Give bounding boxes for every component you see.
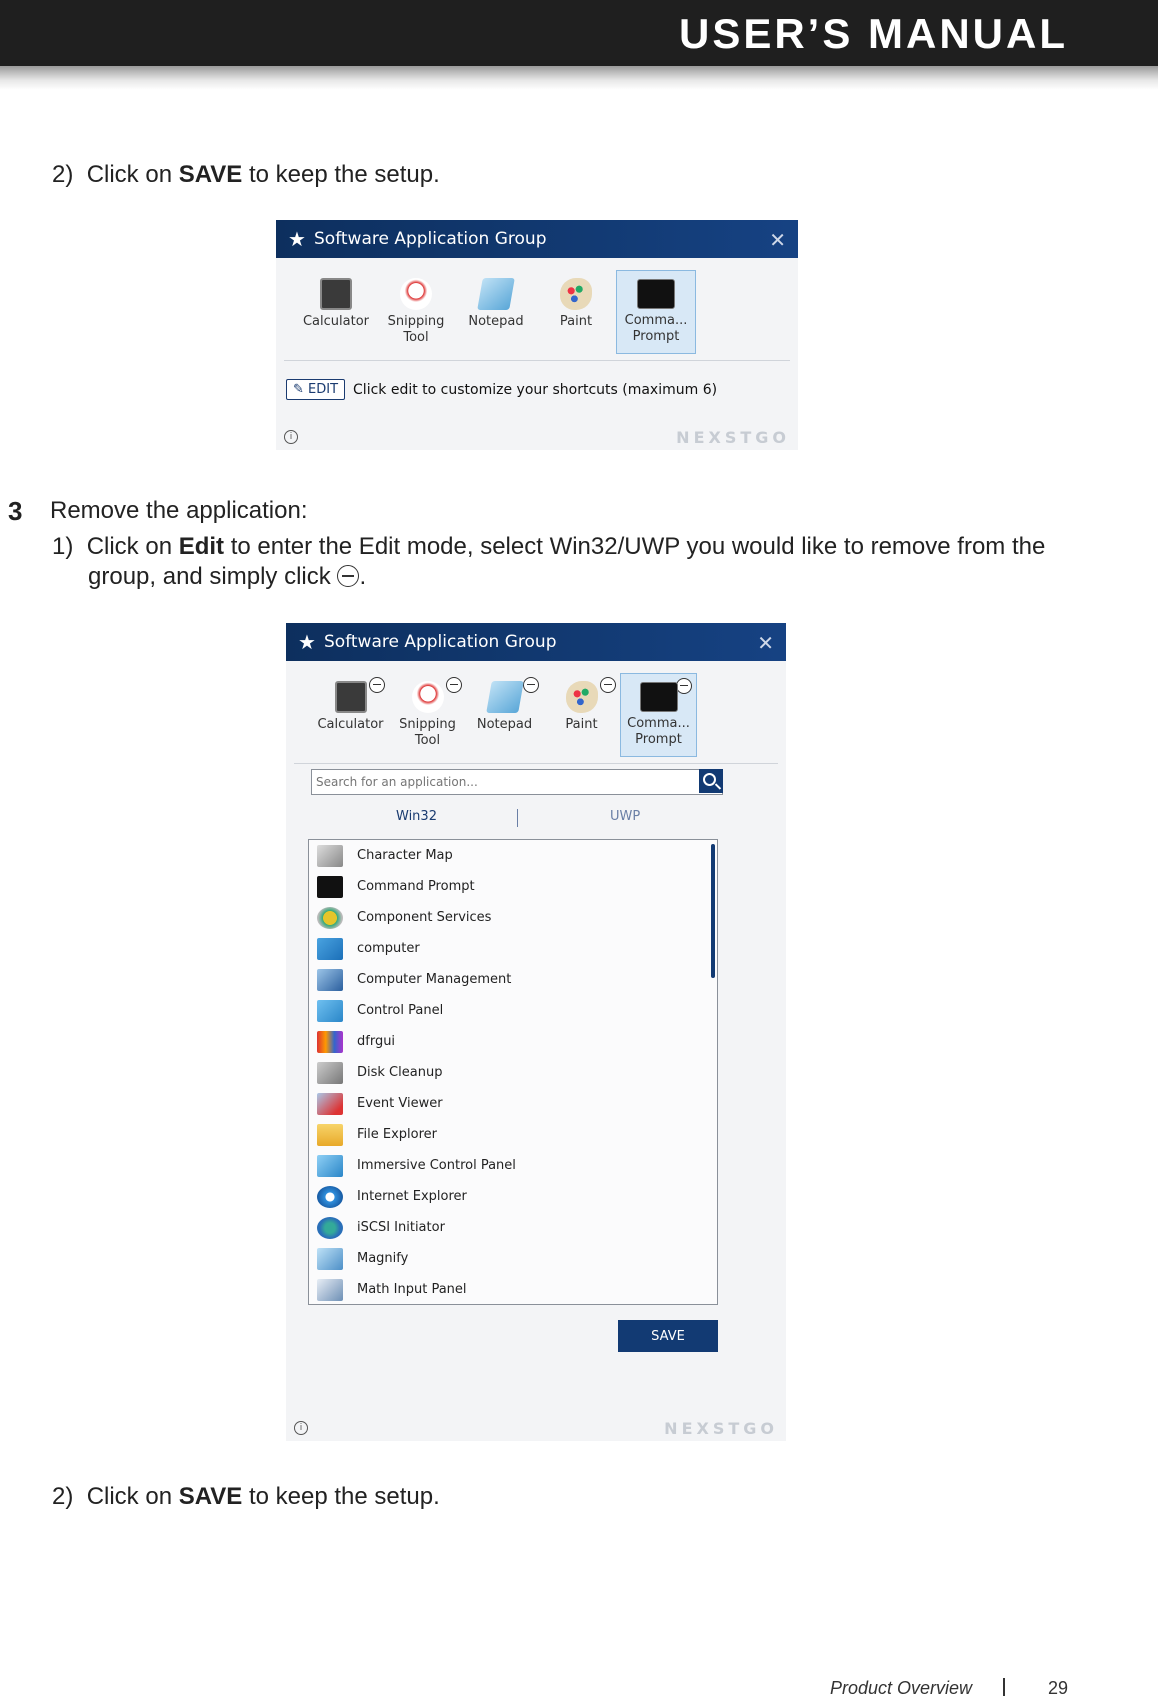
- remove-icon[interactable]: [676, 678, 692, 694]
- section-title: Remove the application:: [50, 497, 308, 524]
- edit-row: [276, 361, 798, 400]
- step-text: Click on: [86, 1483, 173, 1510]
- software-app-group-dialog-edit: [286, 623, 786, 1441]
- close-icon[interactable]: ✕: [757, 631, 774, 655]
- search-box: [311, 769, 723, 795]
- event-viewer-icon: [317, 1093, 343, 1115]
- list-item-label: Control Panel: [357, 1003, 444, 1018]
- software-app-group-dialog-view: [276, 220, 798, 450]
- remove-icon[interactable]: [369, 677, 385, 693]
- tab-divider: [517, 809, 518, 827]
- app-command-prompt[interactable]: [616, 270, 696, 354]
- app-label-line2: Prompt: [632, 329, 680, 344]
- defrag-icon: [317, 1031, 343, 1053]
- info-icon[interactable]: i: [284, 430, 298, 444]
- computer-management-icon: [317, 969, 343, 991]
- folder-icon: [317, 1124, 343, 1146]
- scissors-icon: [400, 278, 432, 310]
- app-paint[interactable]: [536, 270, 616, 354]
- list-item-label: File Explorer: [357, 1127, 438, 1142]
- step-remove: [52, 532, 1112, 592]
- list-item-label: Command Prompt: [357, 879, 475, 894]
- character-map-icon: [317, 845, 343, 867]
- list-item[interactable]: [309, 1274, 717, 1305]
- app-label: Comma...: [627, 716, 690, 731]
- step-text: Click on: [86, 533, 173, 560]
- search-button[interactable]: [699, 769, 723, 793]
- step-end: .: [359, 563, 367, 590]
- list-item[interactable]: [309, 1057, 717, 1088]
- edit-button-label: EDIT: [308, 382, 339, 397]
- app-label-line2: Tool: [414, 733, 441, 748]
- list-item-label: Magnify: [357, 1251, 409, 1266]
- app-label: Paint: [565, 717, 598, 732]
- list-item[interactable]: [309, 1026, 717, 1057]
- step-text: to keep the setup.: [248, 161, 440, 188]
- list-item-label: dfrgui: [357, 1034, 396, 1049]
- app-label: Notepad: [468, 314, 524, 329]
- step-save-second: [52, 1482, 440, 1512]
- edit-hint: Click edit to customize your shortcuts (maximum 6): [353, 381, 718, 398]
- step-bold: Edit: [178, 533, 225, 560]
- minus-circle-icon: [337, 565, 359, 587]
- list-item-label: Computer Management: [357, 972, 512, 987]
- internet-explorer-icon: [317, 1186, 343, 1208]
- step-bold: SAVE: [178, 161, 243, 188]
- control-panel-icon: [317, 1000, 343, 1022]
- app-shortcuts: [286, 661, 786, 757]
- list-item-label: Event Viewer: [357, 1096, 443, 1111]
- footer-divider: [1003, 1678, 1005, 1696]
- list-item-label: computer: [357, 941, 420, 956]
- remove-icon[interactable]: [446, 677, 462, 693]
- app-shortcuts: [276, 258, 798, 354]
- close-icon[interactable]: ✕: [769, 228, 786, 252]
- component-services-icon: [317, 907, 343, 929]
- globe-icon: [317, 1217, 343, 1239]
- app-label: Paint: [559, 314, 593, 329]
- notepad-icon: [486, 681, 524, 713]
- list-item[interactable]: [309, 995, 717, 1026]
- step-save-first: [52, 160, 440, 190]
- star-icon: ★: [298, 630, 316, 654]
- palette-icon: [566, 681, 598, 713]
- list-item-label: Character Map: [357, 848, 453, 863]
- dialog-title: Software Application Group: [314, 229, 547, 249]
- header-shadow: [0, 66, 1158, 90]
- computer-icon: [317, 938, 343, 960]
- page-header-title: USER’S MANUAL: [678, 10, 1068, 57]
- list-item-label: Immersive Control Panel: [357, 1158, 516, 1173]
- section-number: 3: [8, 496, 23, 526]
- step-text-line2: group, and simply click: [88, 563, 331, 590]
- app-calculator[interactable]: [296, 270, 376, 354]
- app-label-line2: Prompt: [635, 732, 682, 747]
- edit-button[interactable]: ✎ EDIT: [286, 379, 345, 400]
- page-number: 29: [1048, 1678, 1069, 1698]
- list-item-label: iSCSI Initiator: [357, 1220, 445, 1235]
- app-label: Snipping: [399, 717, 456, 732]
- brand-logo: NEXSTGO: [676, 428, 790, 447]
- brand-logo: NEXSTGO: [664, 1419, 778, 1438]
- app-label: Comma...: [624, 313, 688, 328]
- terminal-icon: [317, 876, 343, 898]
- step-number: 2): [52, 1483, 74, 1510]
- list-item[interactable]: [309, 933, 717, 964]
- list-item[interactable]: [309, 902, 717, 933]
- list-item[interactable]: [309, 1243, 717, 1274]
- app-snipping-tool[interactable]: [389, 673, 466, 757]
- terminal-icon: [640, 682, 678, 712]
- star-icon: ★: [288, 227, 306, 251]
- application-list: [308, 839, 718, 1305]
- dialog-title: Software Application Group: [324, 632, 557, 652]
- app-command-prompt[interactable]: [620, 673, 697, 757]
- remove-icon[interactable]: [523, 677, 539, 693]
- list-item-label: Math Input Panel: [357, 1282, 467, 1297]
- list-item[interactable]: [309, 871, 717, 902]
- calculator-icon: [320, 278, 352, 310]
- step-text: Click on: [86, 161, 173, 188]
- magnifier-icon: [317, 1248, 343, 1270]
- step-text: to keep the setup.: [248, 1483, 440, 1510]
- footer-section: Product Overview: [830, 1678, 973, 1698]
- notepad-icon: [477, 278, 515, 310]
- remove-icon[interactable]: [600, 677, 616, 693]
- palette-icon: [560, 278, 592, 310]
- list-item[interactable]: [309, 1212, 717, 1243]
- step-number: 2): [52, 161, 74, 188]
- tab-win32[interactable]: Win32: [396, 809, 437, 824]
- list-item-label: Disk Cleanup: [357, 1065, 443, 1080]
- list-item[interactable]: [309, 1150, 717, 1181]
- math-input-icon: [317, 1279, 343, 1301]
- info-icon[interactable]: i: [294, 1421, 308, 1435]
- dialog-titlebar: [276, 220, 798, 258]
- tab-uwp[interactable]: UWP: [610, 809, 641, 824]
- app-calculator[interactable]: [312, 673, 389, 757]
- list-scrollbar[interactable]: [711, 844, 715, 978]
- list-item-label: Internet Explorer: [357, 1189, 467, 1204]
- app-label: Notepad: [476, 717, 533, 732]
- disk-cleanup-icon: [317, 1062, 343, 1084]
- search-input[interactable]: [312, 770, 698, 794]
- step-bold: SAVE: [178, 1483, 243, 1510]
- step-number: 1): [52, 533, 74, 560]
- app-label: Calculator: [302, 314, 369, 329]
- step-text: to enter the Edit mode, select Win32/UWP you would like to remove from the: [230, 533, 1046, 560]
- app-notepad[interactable]: [456, 270, 536, 354]
- scissors-icon: [412, 681, 444, 713]
- terminal-icon: [637, 279, 675, 309]
- app-label: Calculator: [317, 717, 384, 732]
- list-item[interactable]: [309, 964, 717, 995]
- calculator-icon: [335, 681, 367, 713]
- immersive-control-panel-icon: [317, 1155, 343, 1177]
- app-paint[interactable]: [543, 673, 620, 757]
- list-item[interactable]: [309, 1181, 717, 1212]
- app-notepad[interactable]: [466, 673, 543, 757]
- list-item[interactable]: [309, 1119, 717, 1150]
- app-label: Snipping: [387, 314, 445, 329]
- list-item[interactable]: [309, 1088, 717, 1119]
- divider: [294, 763, 778, 764]
- app-label-line2: Tool: [403, 330, 429, 345]
- save-button[interactable]: SAVE: [618, 1320, 718, 1352]
- search-icon: [703, 773, 716, 786]
- app-snipping-tool[interactable]: [376, 270, 456, 354]
- list-item-label: Component Services: [357, 910, 492, 925]
- dialog-titlebar: [286, 623, 786, 661]
- list-item[interactable]: [309, 840, 717, 871]
